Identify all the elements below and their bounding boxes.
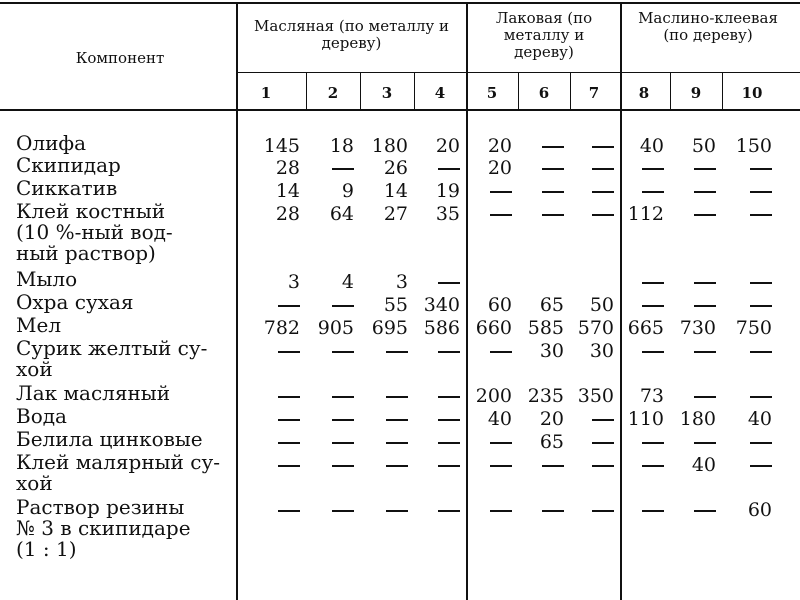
table-cell	[400, 271, 460, 293]
table-cell	[656, 340, 716, 362]
column-number: 6	[538, 84, 550, 102]
table-cell: 40	[691, 454, 716, 476]
component-label: Клей костный (10 %-ный вод- ный раствор)	[16, 199, 173, 265]
table-cell	[294, 340, 354, 362]
table-cell	[604, 294, 664, 316]
table-cell: 28	[275, 203, 300, 225]
empty-dash	[750, 396, 772, 398]
table-cell	[240, 431, 300, 453]
table-cell	[452, 499, 512, 521]
num-sep	[414, 73, 415, 109]
table-cell	[656, 157, 716, 179]
table-cell	[240, 454, 300, 476]
component-label: Вода	[16, 404, 67, 428]
table-cell	[452, 454, 512, 476]
table-cell: 14	[383, 180, 408, 202]
table-cell	[712, 157, 772, 179]
table-cell: 3	[287, 271, 300, 293]
table-cell	[240, 294, 300, 316]
component-label: Белила цинковые	[16, 427, 203, 451]
table-cell	[604, 157, 664, 179]
table-cell: 585	[527, 317, 564, 339]
table-cell	[656, 294, 716, 316]
table-cell	[240, 340, 300, 362]
component-label: Охра сухая	[16, 290, 134, 314]
table-cell: 65	[539, 431, 564, 453]
table-cell: 660	[475, 317, 512, 339]
table-cell: 665	[627, 317, 664, 339]
table-cell: 50	[691, 135, 716, 157]
table-cell: 19	[435, 180, 460, 202]
table-cell	[400, 340, 460, 362]
table-cell: 235	[527, 385, 564, 407]
table-cell: 570	[577, 317, 614, 339]
table-cell: 35	[435, 203, 460, 225]
component-header: Компонент	[75, 49, 165, 67]
empty-dash	[438, 282, 460, 284]
group-header-oil-glue: Маслино-клеевая (по дереву)	[638, 9, 778, 44]
table-cell: 20	[487, 157, 512, 179]
table-cell	[400, 408, 460, 430]
empty-dash	[750, 168, 772, 170]
table-cell: 750	[735, 317, 772, 339]
table-cell: 30	[589, 340, 614, 362]
table-cell: 350	[577, 385, 614, 407]
empty-dash	[750, 465, 772, 467]
table-cell	[348, 431, 408, 453]
table-cell: 110	[627, 408, 664, 430]
empty-dash	[750, 282, 772, 284]
empty-dash	[750, 351, 772, 353]
table-cell: 14	[275, 180, 300, 202]
table-cell	[348, 385, 408, 407]
table-cell: 65	[539, 294, 564, 316]
table-cell	[452, 431, 512, 453]
table-cell	[240, 408, 300, 430]
column-number: 4	[434, 84, 446, 102]
num-sep	[306, 73, 307, 109]
num-sep	[670, 73, 671, 109]
table-cell	[400, 454, 460, 476]
table-cell: 200	[475, 385, 512, 407]
column-number: 1	[260, 84, 272, 102]
component-label: Мыло	[16, 267, 78, 291]
table-cell	[712, 385, 772, 407]
group-header-oil: Масляная (по металлу и дереву)	[254, 17, 449, 52]
table-cell	[348, 340, 408, 362]
table-cell	[348, 499, 408, 521]
empty-dash	[750, 191, 772, 193]
table-cell	[656, 180, 716, 202]
table-cell	[348, 454, 408, 476]
table-cell	[712, 180, 772, 202]
table-cell: 55	[383, 294, 408, 316]
table-cell: 112	[627, 203, 664, 225]
table-cell	[712, 271, 772, 293]
table-cell	[604, 454, 664, 476]
table-cell	[294, 454, 354, 476]
table-cell	[604, 340, 664, 362]
table-cell	[400, 431, 460, 453]
table-cell	[348, 408, 408, 430]
table-cell	[604, 499, 664, 521]
table-cell	[400, 385, 460, 407]
group-header-lacquer: Лаковая (по металлу и дереву)	[495, 9, 593, 61]
table-cell: 60	[487, 294, 512, 316]
table-cell: 40	[639, 135, 664, 157]
component-label: Лак масляный	[16, 381, 171, 405]
table-cell	[294, 499, 354, 521]
column-number: 2	[327, 84, 339, 102]
table-cell	[452, 340, 512, 362]
table-cell: 145	[263, 135, 300, 157]
table-cell	[656, 385, 716, 407]
table-cell	[294, 294, 354, 316]
top-rule	[0, 2, 800, 4]
table-cell	[294, 431, 354, 453]
table-cell	[604, 431, 664, 453]
column-number: 3	[381, 84, 393, 102]
empty-dash	[750, 214, 772, 216]
table-cell: 180	[679, 408, 716, 430]
table-cell	[712, 294, 772, 316]
table-cell	[604, 180, 664, 202]
table-cell	[656, 431, 716, 453]
table-cell: 782	[263, 317, 300, 339]
table-cell: 9	[341, 180, 354, 202]
table-cell: 64	[329, 203, 354, 225]
component-label: Сурик желтый су- хой	[16, 336, 208, 381]
column-number: 10	[741, 84, 763, 102]
table-cell: 695	[371, 317, 408, 339]
table-cell: 20	[435, 135, 460, 157]
column-number: 8	[638, 84, 650, 102]
table-cell	[712, 340, 772, 362]
component-label: Сиккатив	[16, 176, 118, 200]
empty-dash	[750, 442, 772, 444]
column-number: 5	[486, 84, 498, 102]
table-cell	[452, 180, 512, 202]
table-cell: 60	[747, 499, 772, 521]
table-cell: 73	[639, 385, 664, 407]
component-label: Скипидар	[16, 153, 121, 177]
table-cell: 28	[275, 157, 300, 179]
table-cell: 180	[371, 135, 408, 157]
table-cell: 18	[329, 135, 354, 157]
table-cell: 20	[487, 135, 512, 157]
table-cell: 730	[679, 317, 716, 339]
table-cell	[294, 408, 354, 430]
table-cell: 905	[317, 317, 354, 339]
table-cell: 340	[423, 294, 460, 316]
num-sep	[360, 73, 361, 109]
table-cell: 40	[747, 408, 772, 430]
table-cell	[656, 499, 716, 521]
column-number: 7	[588, 84, 600, 102]
table-cell	[712, 203, 772, 225]
table-cell: 4	[341, 271, 354, 293]
table-cell	[712, 454, 772, 476]
table-cell	[294, 157, 354, 179]
component-label: Клей малярный су- хой	[16, 450, 220, 495]
table-cell	[400, 157, 460, 179]
table-cell: 3	[395, 271, 408, 293]
table-cell: 50	[589, 294, 614, 316]
table-cell: 26	[383, 157, 408, 179]
table-cell	[294, 385, 354, 407]
table-cell	[400, 499, 460, 521]
component-divider	[236, 2, 238, 600]
empty-dash	[750, 305, 772, 307]
component-label: Раствор резины № 3 в скипидаре (1 : 1)	[16, 495, 191, 561]
table-cell	[452, 203, 512, 225]
num-sep	[570, 73, 571, 109]
table-cell	[656, 203, 716, 225]
table-cell	[240, 499, 300, 521]
table-cell	[656, 271, 716, 293]
table-cell	[712, 431, 772, 453]
num-sep	[722, 73, 723, 109]
table-cell	[240, 385, 300, 407]
table-cell: 150	[735, 135, 772, 157]
table-cell: 586	[423, 317, 460, 339]
table-cell: 20	[539, 408, 564, 430]
table-cell	[604, 271, 664, 293]
table-cell: 40	[487, 408, 512, 430]
table-cell: 30	[539, 340, 564, 362]
table-cell: 27	[383, 203, 408, 225]
component-label: Олифа	[16, 131, 87, 155]
component-label: Мел	[16, 313, 62, 337]
header-bottom-rule	[0, 109, 800, 111]
num-sep	[518, 73, 519, 109]
column-number: 9	[690, 84, 702, 102]
